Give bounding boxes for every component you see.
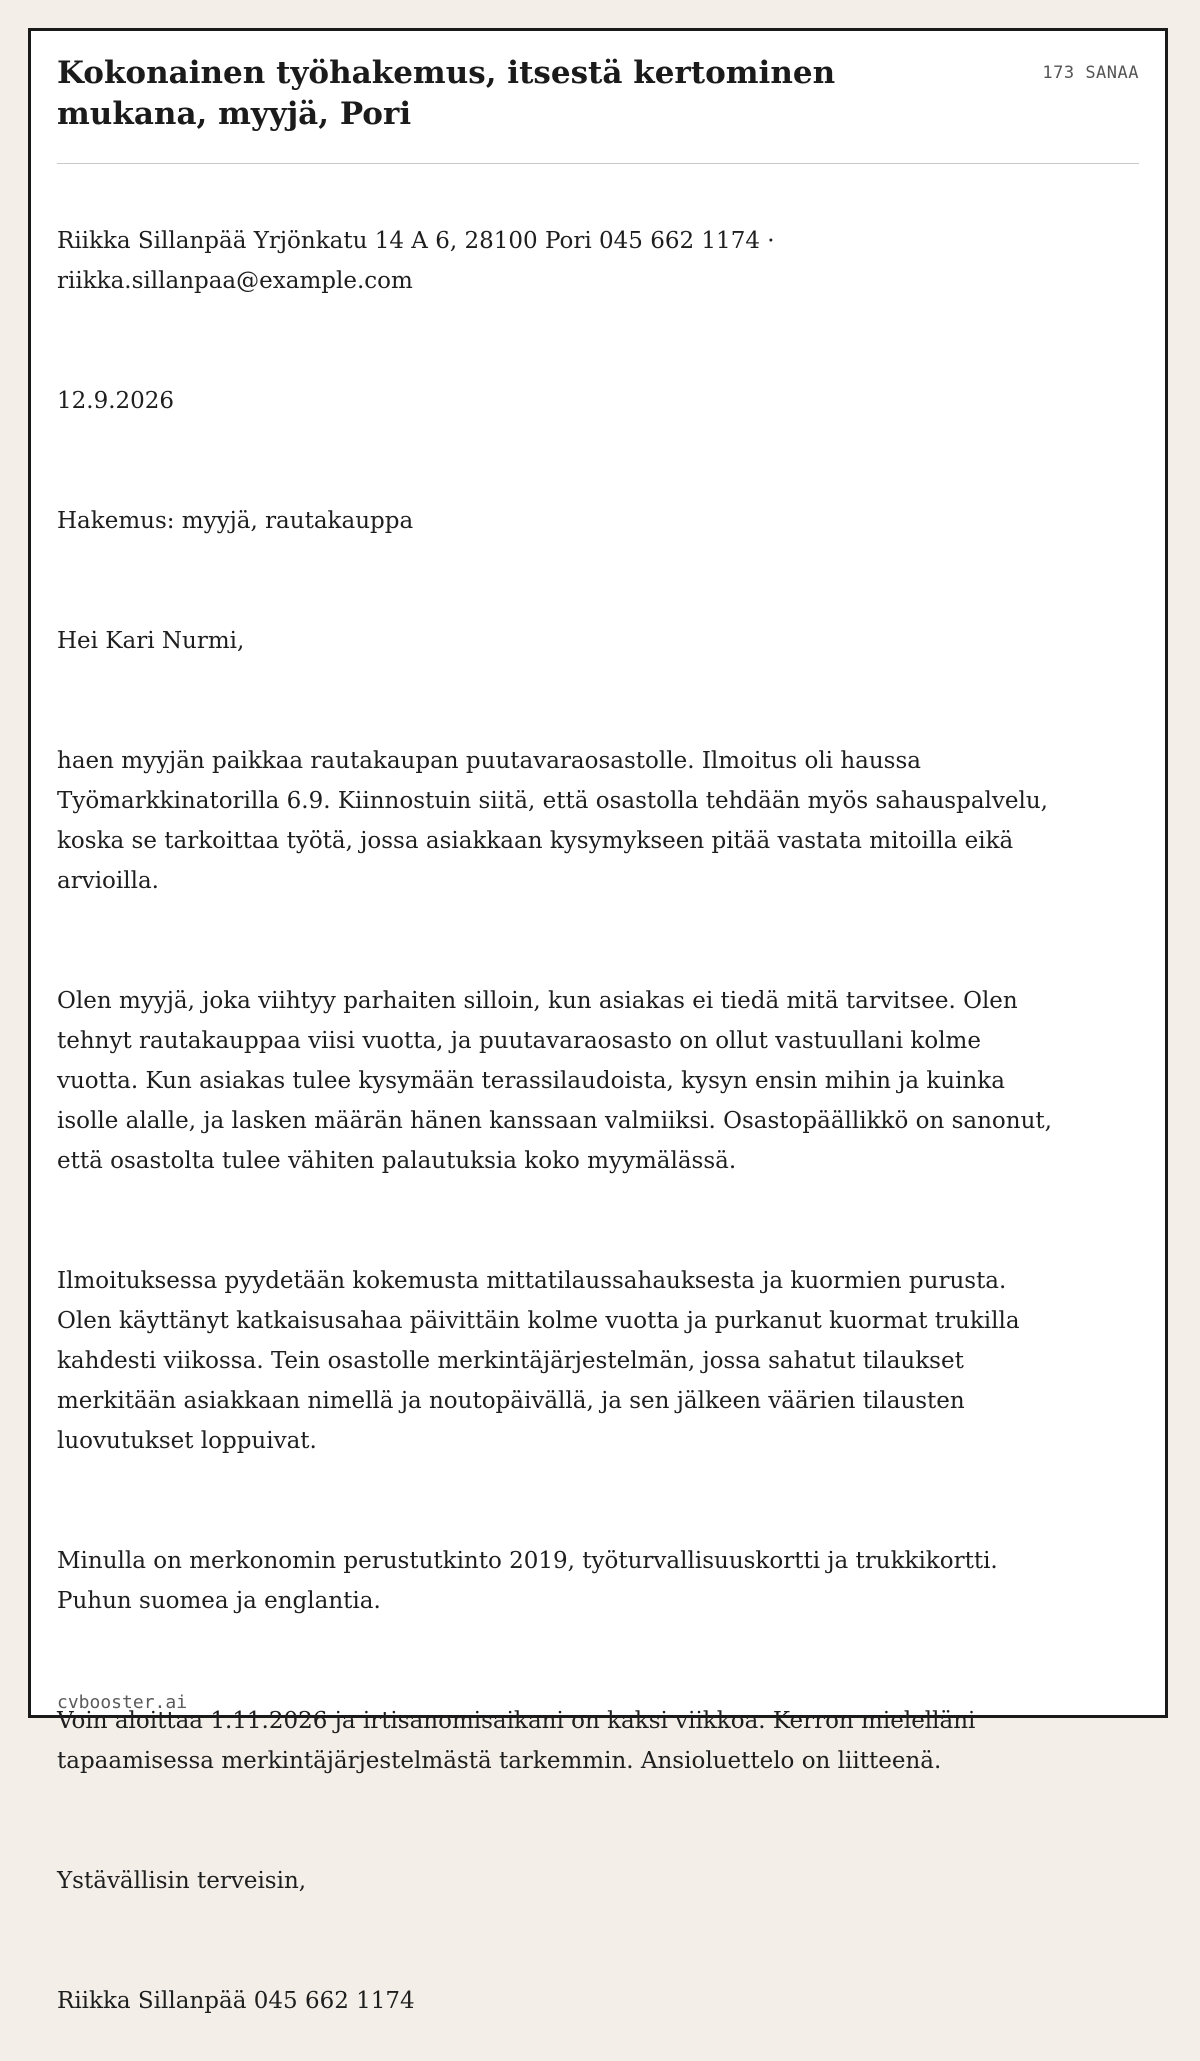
letter-paragraph: Ilmoituksessa pyydetään kokemusta mittatilaussahauksesta ja kuormien purusta. Olen käyttänyt katkaisusahaa päivittäin kolme vuotta ja purkanut kuormat trukilla kahdesti viikossa. Tein osastolle merkintäjärjestelmän, jossa sahatut tilaukset merkitään asiakkaan nimellä ja noutopäivällä, ja sen jälkeen väärien tilausten luovutukset loppuivat. [57, 1268, 1020, 1454]
letter-paragraph: haen myyjän paikkaa rautakaupan puutavaraosastolle. Ilmoitus oli haussa Työmarkkinatorilla 6.9. Kiinnostuin siitä, että osastolla tehdään myös sahauspalvelu, koska se tarkoittaa työtä, jossa asiakkaan kysymykseen pitää vastata mitoilla eikä arvioilla. [57, 748, 1048, 894]
brand-watermark: cvbooster.ai [57, 1692, 188, 1713]
contact-line: Riikka Sillanpää Yrjönkatu 14 A 6, 28100 Pori 045 662 1174 · riikka.sillanpaa@example.com [57, 228, 775, 294]
document-card [28, 28, 1168, 2014]
letter-body [57, 181, 1057, 2061]
letter-date: 12.9.2026 [57, 388, 175, 414]
document-header [57, 53, 1139, 164]
letter-paragraph: Voin aloittaa 1.11.2026 ja irtisanomisaikani on kaksi viikkoa. Kerron mielelläni tapaamisessa merkintäjärjestelmästä tarkemmin. Ansioluettelo on liitteenä. [57, 1708, 976, 1774]
letter-closing: Ystävällisin terveisin, [57, 1868, 307, 1894]
letter-signature: Riikka Sillanpää 045 662 1174 [57, 1988, 415, 2014]
letter-subject: Hakemus: myyjä, rautakauppa [57, 508, 414, 534]
letter-paragraph: Olen myyjä, joka viihtyy parhaiten silloin, kun asiakas ei tiedä mitä tarvitsee. Olen tehnyt rautakauppaa viisi vuotta, ja puutavaraosasto on ollut vastuullani kolme vuotta. Kun asiakas tulee kysymään terassilaudoista, kysyn ensin mihin ja kuinka isolle alalle, ja lasken määrän hänen kanssaan valmiiksi. Osastopäällikkö on sanonut, että osastolta tulee vähiten palautuksia koko myymälässä. [57, 988, 1052, 1174]
letter-greeting: Hei Kari Nurmi, [57, 628, 245, 654]
word-count-label: 173 SANAA [1042, 63, 1139, 83]
letter-paragraph: Minulla on merkonomin perustutkinto 2019, työturvallisuuskortti ja trukkikortti. Puhun suomea ja englantia. [57, 1548, 998, 1614]
document-title: Kokonainen työhakemus, itsestä kertominen mukana, myyjä, Pori [57, 55, 836, 132]
